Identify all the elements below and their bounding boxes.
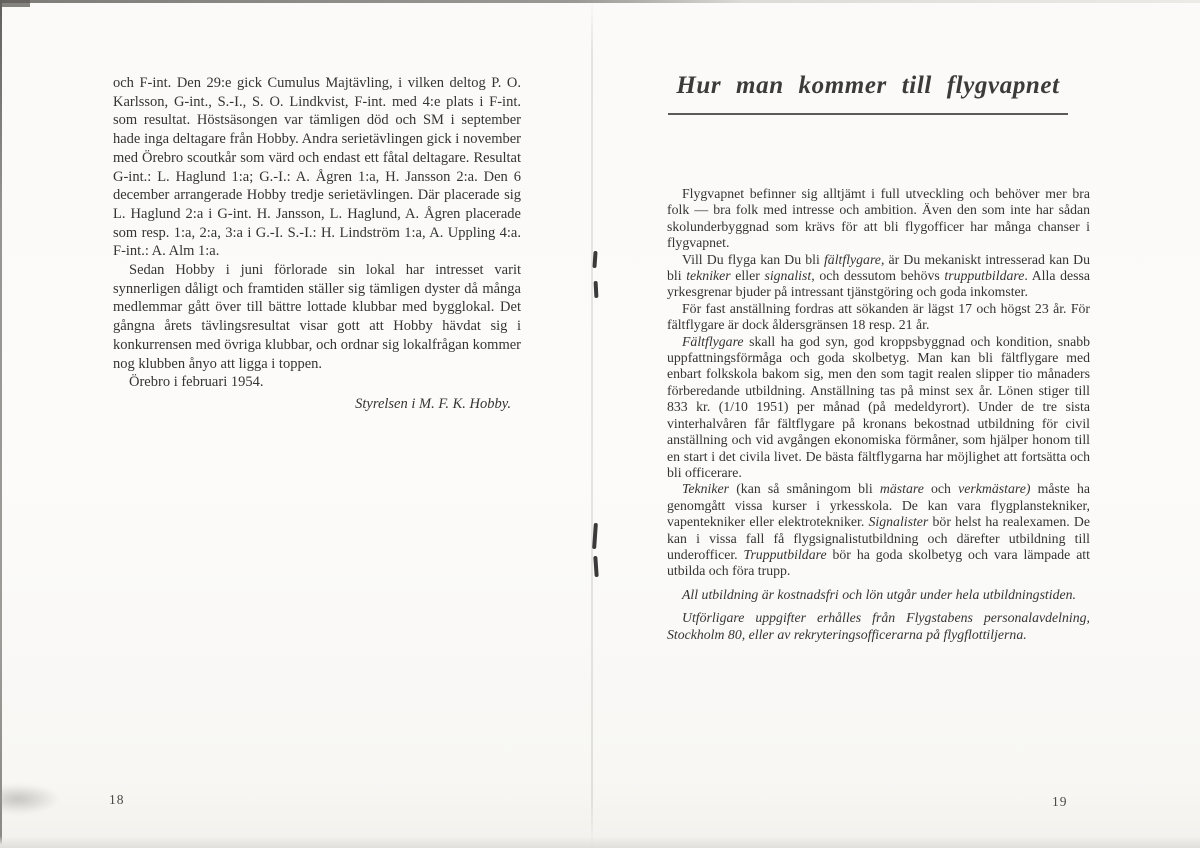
page-number-left: 18 (109, 792, 125, 807)
scan-top-edge (0, 0, 1200, 3)
staple-mark (594, 281, 599, 298)
paragraph: Flygvapnet befinner sig alltjämt i full utveckling och behöver mer bra folk — bra folk med intresse och ambition. Även den som inte har sådan skolunderbyggnad som krävs för att bli flygofficer har många chanser i flygvapnet. (667, 186, 1090, 251)
title-rule (668, 113, 1068, 115)
paragraph: All utbildning är kostnadsfri och lön utgår under hela utbildningstiden. (682, 586, 1076, 602)
page-right-body (667, 186, 1090, 643)
staple-mark (592, 523, 598, 549)
page-left-body (113, 74, 521, 414)
chapter-title: Hur man kommer till flygvapnet (676, 72, 1060, 99)
scan-left-edge (0, 0, 2, 848)
scan-top-corner-mark (0, 0, 30, 7)
paragraph: och F-int. Den 29:e gick Cumulus Majtävling, i vilken deltog P. O. Karlsson, G-int., S.-I., S. O. Lindkvist, F-int. med 4:e plats i F-int. som resultat. Höstsäsongen var tämligen död och SM i september hade inga deltagare från Hobby. Andra serietävlingen gick i november med Örebro scoutkår som värd och endast ett fåtal deltagare. Resultat G-int.: L. Haglund 1:a; G.-I.: A. Ågren 1:a, H. Jansson 2:a. Den 6 december arrangerade Hobby tredje serietävlingen. Där placerade sig L. Haglund 2:a i G-int. H. Jansson, L. Haglund, A. Ågren placerade som resp. 1:a, 2:a, 3:a i G.-I. S.-I.: H. Lindström 1:a, A. Uppling 4:a. F-int.: A. Alm 1:a. (113, 75, 521, 260)
paragraph: För fast anställning fordras att sökanden är lägst 17 och högst 23 år. För fältflygare är dock åldersgränsen 18 resp. 21 år. (667, 300, 1090, 333)
paragraph: Sedan Hobby i juni förlorade sin lokal har intresset varit synnerligen dåligt och framtiden ställer sig tämligen dyster då många medlemmar gått över till bättre lottade klubbar med bygglokal. Det gångna årets tävlingsresultat visar gott att Hobby hävdat sig i konkurrensen med övriga klubbar, och ordnar sig lokalfrågan kommer nog klubben ånyo att ligga i toppen. (113, 262, 521, 372)
date-line: Örebro i februari 1954. (129, 374, 264, 391)
paragraph: Vill Du flyga kan Du bli fältflygare, är Du mekaniskt intresserad kan Du bli tekniker eller signalist, och dessutom behövs trupputbildare. Alla dessa yrkesgrenar bjuder på intressant tjänstgöring och goda inkomster. (667, 251, 1090, 300)
staple-mark (592, 251, 597, 268)
book-fold-line (591, 0, 593, 848)
signature-line: Styrelsen i M. F. K. Hobby. (355, 395, 511, 412)
paragraph: Fältflygare skall ha god syn, god kroppsbyggnad och kondition, snabb uppfattningsförmåga och goda skolbetyg. Man kan bli fältflygare med enbart folkskola bakom sig, men den som tagit realen slipper tio månaders förberedande utbildning. Anställning tas på minst sex år. Lönen stiger till 833 kr. (1/10 1951) per månad (på medeldyrort). Under de tre sista vinterhalvåren får fältflygare på kronans bekostnad utbildning för civil anställning och vid avgången ekonomiska förmåner, som hjälper honom till en start i det civila livet. De bästa fältflygarna har möjlighet att fortsätta och bli officerare. (667, 333, 1090, 480)
scan-bottom-edge (0, 836, 1200, 848)
paragraph: Tekniker (kan så småningom bli mästare och verkmästare) måste ha genomgått vissa kurser i yrkesskola. De kan vara flygplanstekniker, vapentekniker eller elektrotekniker. Signalister bör helst ha realexamen. De kan i vissa fall få flygsignalistutbildning och därefter utbildning till underofficer. Trupputbildare bör ha goda skolbetyg och vara lämpade att utbilda och föra trupp. (667, 481, 1090, 579)
page-number-right: 19 (1052, 794, 1068, 809)
scan-smudge (0, 784, 60, 814)
paragraph: Utförligare uppgifter erhålles från Flygstabens personalavdelning, Stockholm 80, eller av rekryteringsofficerarna på flygflottiljerna. (667, 610, 1090, 642)
staple-mark (593, 556, 598, 577)
